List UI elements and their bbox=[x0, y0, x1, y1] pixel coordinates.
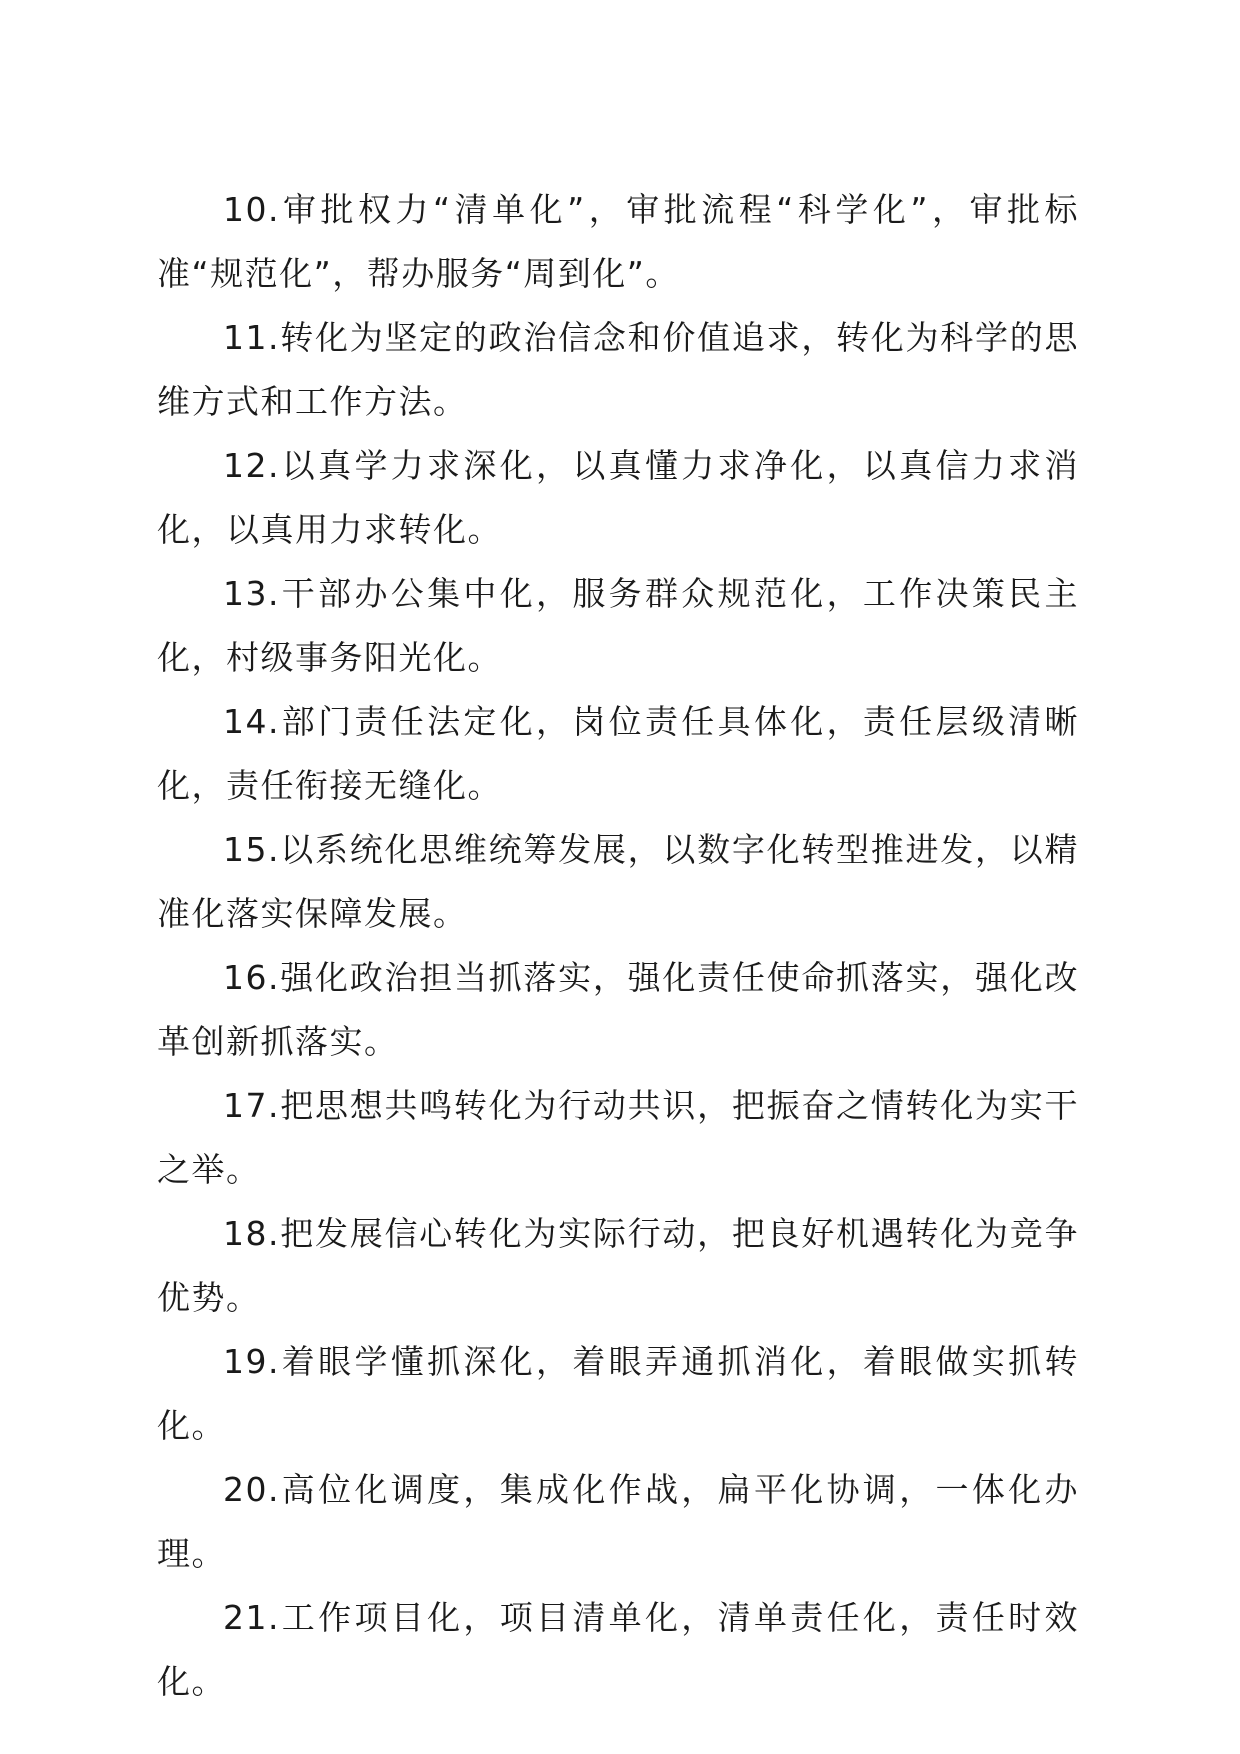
document-body bbox=[157, 178, 1079, 1714]
paragraph-13: 13.干部办公集中化，服务群众规范化，工作决策民主化，村级事务阳光化。 bbox=[157, 574, 1079, 677]
paragraph-16: 16.强化政治担当抓落实，强化责任使命抓落实，强化改革创新抓落实。 bbox=[157, 958, 1079, 1061]
paragraph-10: 10.审批权力“清单化”，审批流程“科学化”，审批标准“规范化”，帮办服务“周到化”。 bbox=[157, 190, 1079, 293]
paragraph-18: 18.把发展信心转化为实际行动，把良好机遇转化为竞争优势。 bbox=[157, 1214, 1079, 1317]
paragraph-14: 14.部门责任法定化，岗位责任具体化，责任层级清晰化，责任衔接无缝化。 bbox=[157, 702, 1079, 805]
paragraph-17: 17.把思想共鸣转化为行动共识，把振奋之情转化为实干之举。 bbox=[157, 1086, 1079, 1189]
paragraph-15: 15.以系统化思维统筹发展，以数字化转型推进发，以精准化落实保障发展。 bbox=[157, 830, 1079, 933]
paragraph-20: 20.高位化调度，集成化作战，扁平化协调，一体化办理。 bbox=[157, 1470, 1079, 1573]
paragraph-12: 12.以真学力求深化，以真懂力求净化，以真信力求消化，以真用力求转化。 bbox=[157, 446, 1079, 549]
paragraph-11: 11.转化为坚定的政治信念和价值追求，转化为科学的思维方式和工作方法。 bbox=[157, 318, 1079, 421]
paragraph-21: 21.工作项目化，项目清单化，清单责任化，责任时效化。 bbox=[157, 1598, 1079, 1701]
paragraph-19: 19.着眼学懂抓深化，着眼弄通抓消化，着眼做实抓转化。 bbox=[157, 1342, 1079, 1445]
